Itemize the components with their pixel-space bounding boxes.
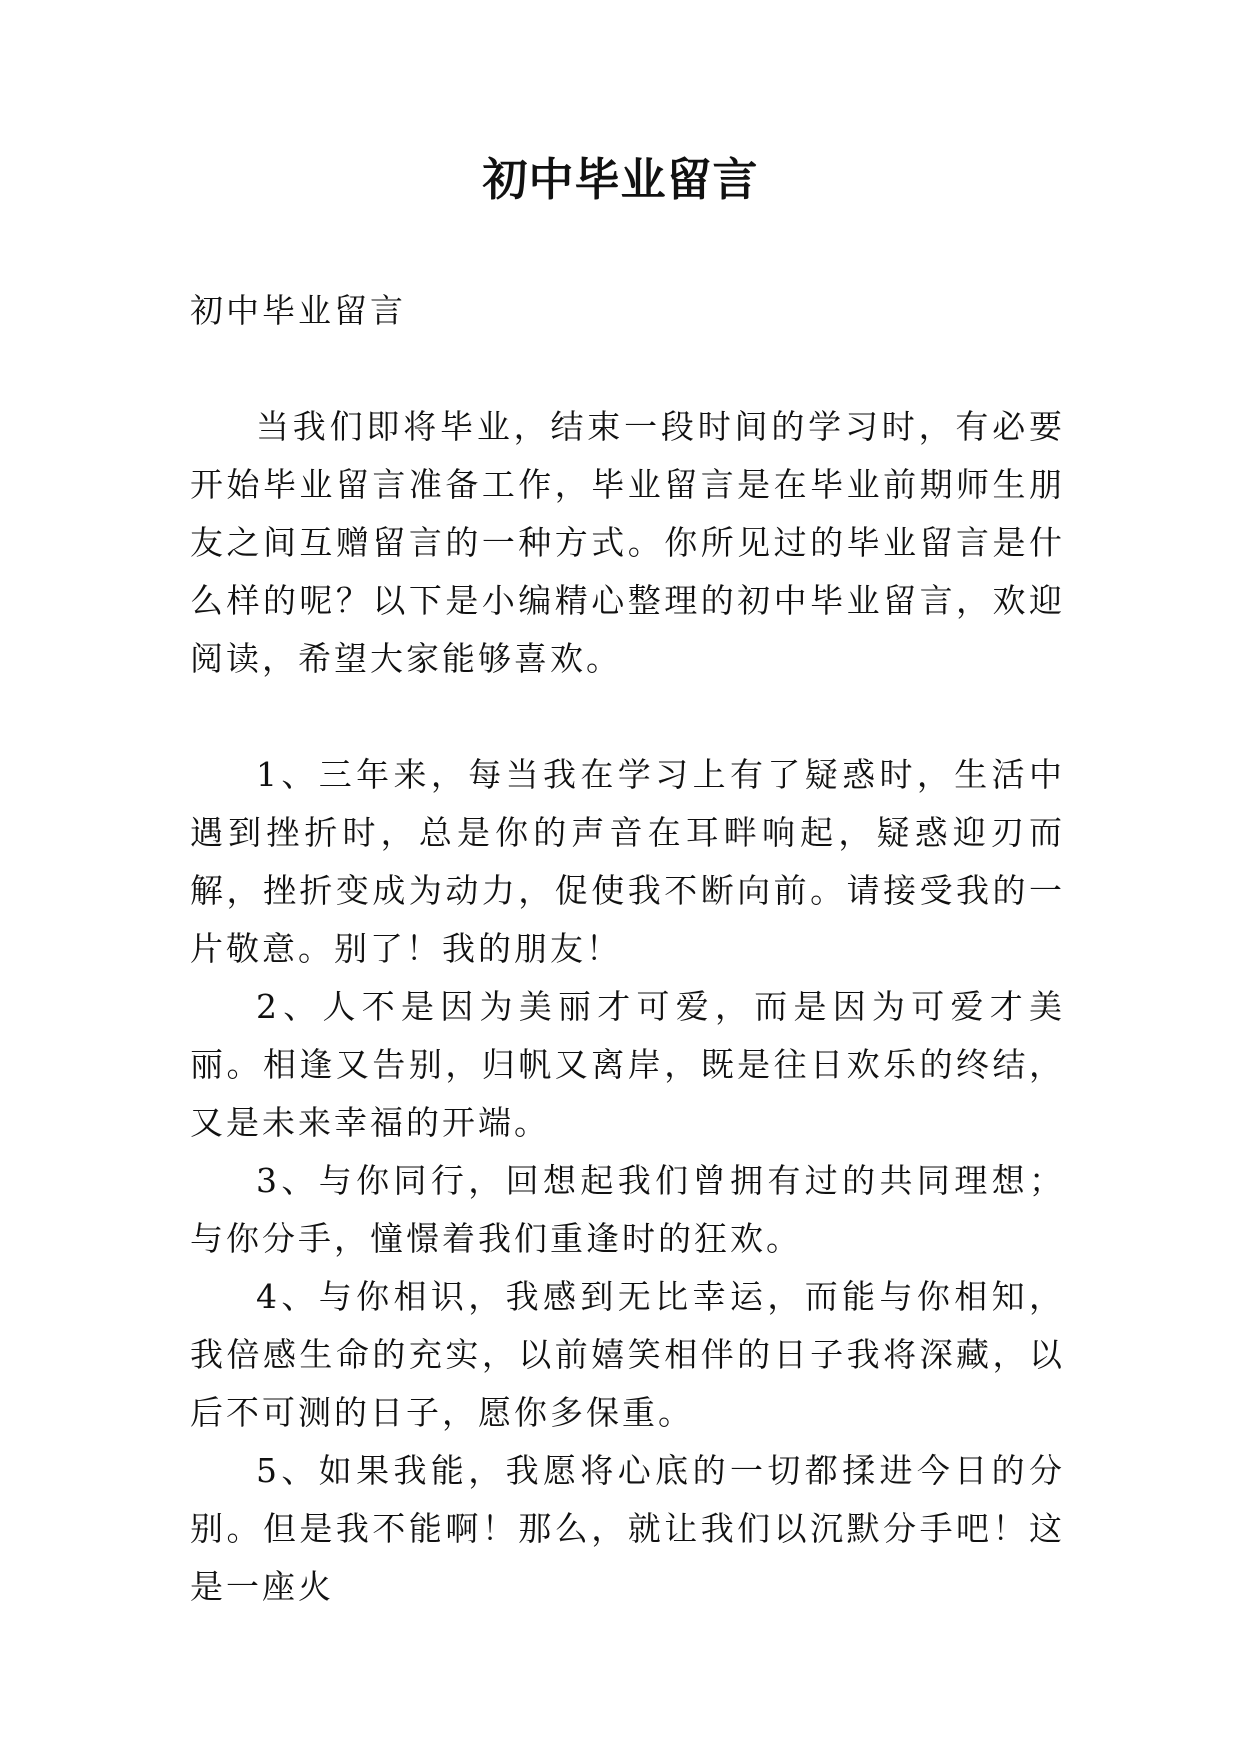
message-item-3: 3、与你同行，回想起我们曾拥有过的共同理想；与你分手，憧憬着我们重逢时的狂欢。 [190,1161,1065,1258]
document-subtitle: 初中毕业留言 [190,291,406,330]
message-item-4: 4、与你相识，我感到无比幸运，而能与你相知，我倍感生命的充实，以前嬉笑相伴的日子我将深藏，以后不可测的日子，愿你多保重。 [190,1277,1065,1432]
page-title: 初中毕业留言 [482,153,759,206]
message-item-2: 2、人不是因为美丽才可爱，而是因为可爱才美丽。相逢又告别，归帆又离岸，既是往日欢乐的终结，又是未来幸福的开端。 [190,987,1065,1142]
message-item-1: 1、三年来，每当我在学习上有了疑惑时，生活中遇到挫折时，总是你的声音在耳畔响起，疑惑迎刃而解，挫折变成为动力，促使我不断向前。请接受我的一片敬意。别了！我的朋友！ [190,755,1065,968]
message-item-5: 5、如果我能，我愿将心底的一切都揉进今日的分别。但是我不能啊！那么，就让我们以沉默分手吧！这是一座火 [190,1451,1065,1606]
document-body [190,282,1065,1616]
intro-paragraph: 当我们即将毕业，结束一段时间的学习时，有必要开始毕业留言准备工作，毕业留言是在毕业前期师生朋友之间互赠留言的一种方式。你所见过的毕业留言是什么样的呢？以下是小编精心整理的初中毕业留言，欢迎阅读，希望大家能够喜欢。 [190,407,1065,678]
